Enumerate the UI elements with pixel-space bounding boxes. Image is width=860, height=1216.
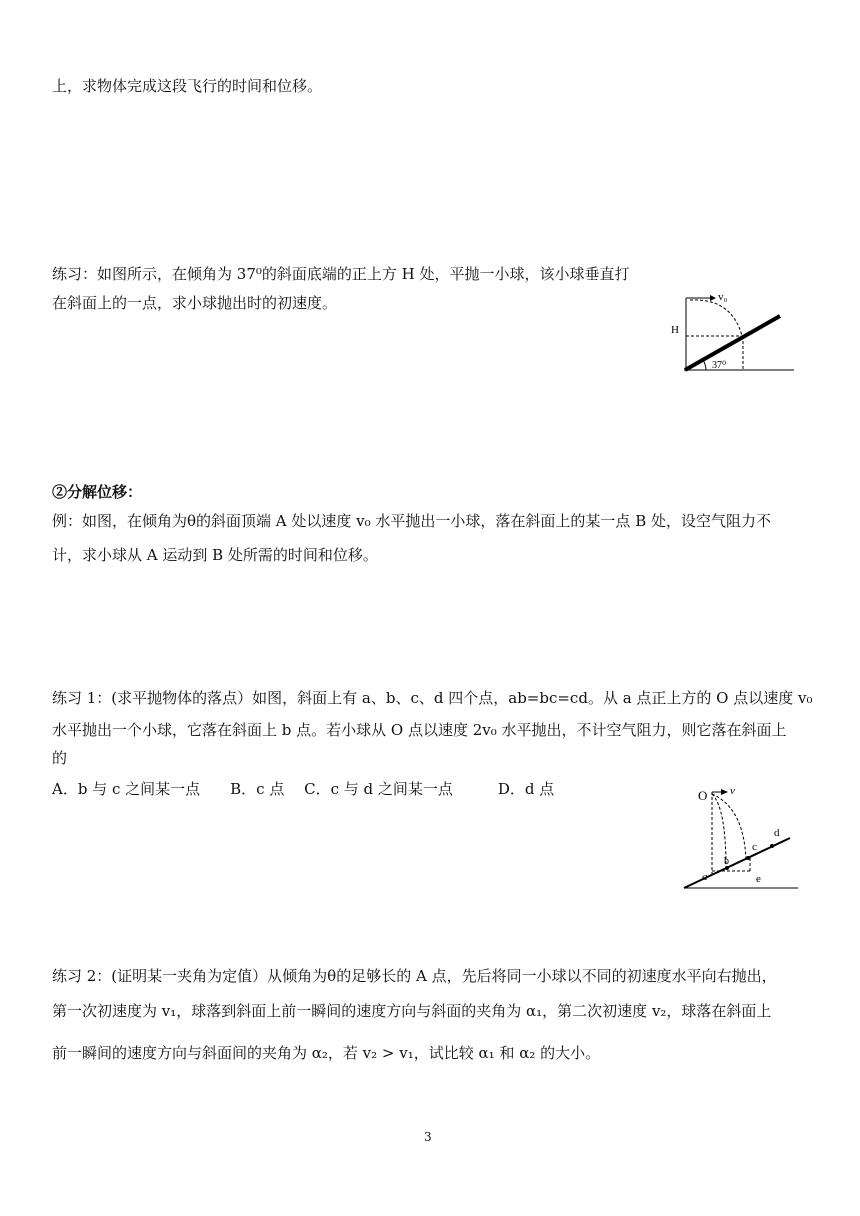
section-heading: ②分解位移：	[52, 483, 143, 501]
example-line-1: 例：如图，在倾角为θ的斜面顶端 A 处以速度 v₀ 水平抛出一小球，落在斜面上的某一点 B 处，设空气阻力不	[52, 512, 771, 530]
o-label: O	[698, 788, 708, 803]
exercise-line-2: 在斜面上的一点，求小球抛出时的初速度。	[52, 294, 338, 312]
exercise1-line-2: 水平抛出一个小球，它落在斜面上 b 点。若小球从 O 点以速度 2v₀ 水平抛出，不计空气阻力，则它落在斜面上	[52, 721, 787, 739]
b-label: b	[724, 856, 729, 867]
v-label: v	[730, 785, 735, 797]
exercise1-options: A．b 与 c 之间某一点 B．c 点 C．c 与 d 之间某一点 D．d 点	[52, 780, 555, 798]
exercise2-line-3: 前一瞬间的速度方向与斜面间的夹角为 α₂，若 v₂ > v₁，试比较 α₁ 和 α₂ 的大小。	[52, 1044, 601, 1062]
page-number: 3	[424, 1130, 432, 1144]
text-line-continuation: 上，求物体完成这段飞行的时间和位移。	[52, 77, 323, 95]
exercise-line-1: 练习：如图所示，在倾角为 37⁰的斜面底端的正上方 H 处，平抛一小球，该小球垂直打	[52, 265, 630, 283]
example-line-2: 计，求小球从 A 运动到 B 处所需的时间和位移。	[52, 546, 378, 564]
c-label: c	[752, 841, 757, 853]
height-label: H	[671, 324, 679, 336]
exercise1-line-3: 的	[52, 749, 68, 767]
incline-diagram-2	[678, 780, 808, 892]
exercise2-line-1: 练习 2：(证明某一夹角为定值）从倾角为θ的足够长的 A 点，先后将同一小球以不同的初速度水平向右抛出，	[52, 967, 777, 985]
exercise2-line-2: 第一次初速度为 v₁，球落到斜面上前一瞬间的速度方向与斜面的夹角为 α₁，第二次初速度 v₂，球落在斜面上	[52, 1002, 772, 1020]
e-label: e	[756, 873, 761, 885]
v0-label: v₀	[718, 291, 728, 303]
incline-diagram-1	[668, 286, 808, 378]
angle-label: 37⁰	[712, 360, 727, 371]
a-label: a	[702, 871, 708, 883]
exercise1-line-1: 练习 1：(求平抛物体的落点）如图，斜面上有 a、b、c、d 四个点，ab=bc=cd。从 a 点正上方的 O 点以速度 v₀	[52, 689, 813, 707]
d-label: d	[774, 827, 780, 839]
